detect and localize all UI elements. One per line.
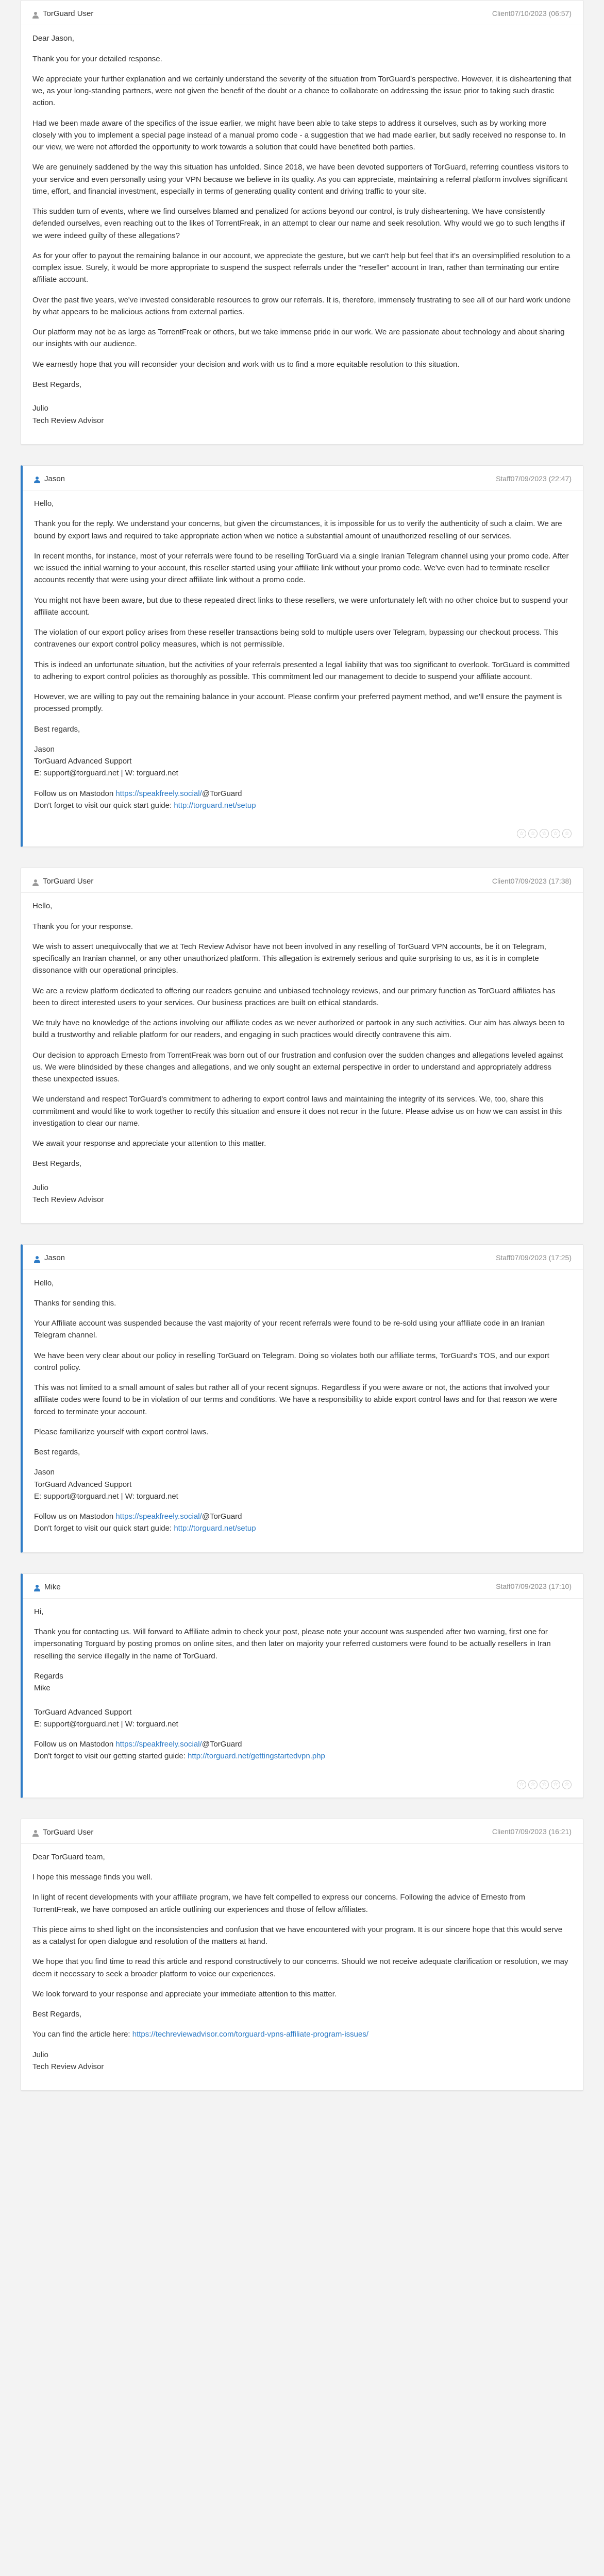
message-paragraph: We look forward to your response and appreciate your immediate attention to this matter. bbox=[32, 1989, 337, 1998]
ticket-message bbox=[21, 868, 583, 1224]
message-greeting: Hi, bbox=[34, 1607, 44, 1616]
message-author bbox=[32, 875, 93, 887]
message-meta bbox=[492, 876, 572, 887]
message-paragraph: Our platform may not be as large as TorrentFreak or others, but we take immense pride in our work. We are passionate about technology and about sharing our insights with our audience. bbox=[32, 328, 565, 349]
message-body bbox=[21, 1844, 583, 2090]
message-paragraph: Your Affiliate account was suspended because the vast majority of your recent referrals were found to be re-sold using your affiliate code in an Iranian Telegram channel. bbox=[34, 1319, 545, 1340]
signature-line: E: support@torguard.net | W: torguard.net bbox=[34, 1492, 178, 1501]
message-greeting: Dear TorGuard team, bbox=[32, 1852, 105, 1861]
star-icon[interactable]: ☆ bbox=[517, 829, 526, 838]
user-icon bbox=[34, 1255, 40, 1262]
rating-stars bbox=[23, 1780, 583, 1798]
author-role: Staff bbox=[496, 1582, 511, 1591]
user-icon bbox=[32, 1828, 39, 1836]
support-link[interactable]: https://speakfreely.social/ bbox=[115, 1740, 202, 1749]
signature-line: Tech Review Advisor bbox=[32, 1195, 104, 1204]
star-icon[interactable]: ☆ bbox=[540, 1780, 549, 1789]
message-paragraph: In light of recent developments with your affiliate program, we have felt compelled to express our concerns. Following the advice of Ernesto from TorrentFreak, we have composed an article outlining our experiences and those of fellow affiliates. bbox=[32, 1893, 526, 1914]
message-signature bbox=[34, 743, 572, 779]
support-link[interactable]: https://speakfreely.social/ bbox=[115, 789, 202, 798]
star-icon[interactable]: ☆ bbox=[562, 1780, 572, 1789]
message-date: 07/09/2023 (22:47) bbox=[510, 474, 572, 483]
author-role: Staff bbox=[496, 1253, 511, 1262]
message-date: 07/09/2023 (17:38) bbox=[510, 876, 572, 885]
message-signature bbox=[32, 1158, 572, 1206]
support-link-line bbox=[34, 1511, 572, 1522]
message-paragraph: We are genuinely saddened by the way this situation has unfolded. Since 2018, we have been devoted supporters of TorGuard, referring countless visitors to your service and even personally using your VPN because we believe in its quality. As you can appreciate, maintaining a referral platform involves significant time, effort, and financial investment, especially in terms of generating quality content and driving traffic to your site. bbox=[32, 163, 569, 196]
signature-line bbox=[32, 1170, 572, 1182]
star-icon[interactable]: ☆ bbox=[551, 1780, 560, 1789]
author-name: TorGuard User bbox=[43, 1827, 94, 1837]
support-link[interactable]: http://torguard.net/setup bbox=[174, 1524, 256, 1533]
support-link-prefix: Don't forget to visit our quick start guide: bbox=[34, 801, 174, 810]
support-link-suffix: @TorGuard bbox=[202, 789, 242, 798]
message-header bbox=[23, 1574, 583, 1599]
message-paragraph: We are a review platform dedicated to offering our readers genuine and unbiased technology reviews, and our primary function as TorGuard affiliates has been to direct interested users to your services. Our business practices are built on ethical standards. bbox=[32, 986, 556, 1007]
message-date: 07/09/2023 (17:10) bbox=[510, 1582, 572, 1591]
signature-line: TorGuard Advanced Support bbox=[34, 1480, 132, 1489]
message-body bbox=[23, 490, 583, 829]
message-paragraph: Thank you for contacting us. Will forward to Affiliate admin to check your post, please note your account was suspended after two warning, first one for impersonating Torguard by posting promos on online sites, and then later on majority your referred customers were found to be actually resellers in Iran reselling the service illegally in the name of TorGuard. bbox=[34, 1628, 551, 1660]
message-signature bbox=[34, 1466, 572, 1502]
message-paragraph: As for your offer to payout the remaining balance in our account, we appreciate the gesture, but we can't help but feel that it's an oversimplified resolution to a complex issue. Surely, it would be more appropriate to suspend the suspect referrals under the "reseller" account in Iran, rather than terminating our entire affiliate account. bbox=[32, 251, 571, 284]
message-date: 07/10/2023 (06:57) bbox=[510, 9, 572, 18]
message-meta bbox=[496, 1581, 572, 1592]
rating-stars bbox=[23, 829, 583, 846]
message-paragraph: This sudden turn of events, where we find ourselves blamed and penalized for actions beyond our control, is truly disheartening. We have consistently defended ourselves, even reaching out to the likes of TorrentFreak, in an attempt to clear our name and seek resolution. Why would we go to such lengths if we were indeed guilty of these allegations? bbox=[32, 207, 565, 240]
article-link-line bbox=[32, 2028, 572, 2040]
message-paragraph: Best regards, bbox=[34, 724, 80, 734]
message-header bbox=[21, 1819, 583, 1844]
message-body bbox=[23, 1599, 583, 1780]
signature-line: E: support@torguard.net | W: torguard.net bbox=[34, 1719, 178, 1728]
support-links bbox=[34, 1511, 572, 1535]
message-header bbox=[21, 1, 583, 25]
message-author bbox=[34, 1581, 61, 1593]
message-paragraph: This piece aims to shed light on the inconsistencies and confusion that we have encountered with your program. It is our sincere hope that this would serve as a catalyst for open dialogue and resolution of the matters at hand. bbox=[32, 1925, 563, 1946]
author-role: Client bbox=[492, 1827, 511, 1836]
message-paragraph: Our decision to approach Ernesto from TorrentFreak was born out of our frustration and confusion over the sudden changes and allegations leveled against us. We were blindsided by these changes and allegations, and we only sought an external perspective in order to understand and appropriately address these unexpected issues. bbox=[32, 1050, 563, 1083]
signature-line: Jason bbox=[34, 744, 55, 754]
author-role: Client bbox=[492, 9, 511, 18]
message-paragraph: We have been very clear about our policy in reselling TorGuard on Telegram. Doing so violates both our affiliate terms, TorGuard's TOS, and our export control policy. bbox=[34, 1351, 549, 1372]
message-greeting: Hello, bbox=[34, 1278, 54, 1287]
message-body bbox=[21, 893, 583, 1223]
message-paragraph: Thanks for sending this. bbox=[34, 1298, 116, 1308]
message-paragraph: We hope that you find time to read this article and respond constructively to our concerns. Should we not receive adequate clarification or resolution, we may deem it necessary to seek a broader platform to voice our experiences. bbox=[32, 1957, 568, 1978]
support-links bbox=[34, 788, 572, 812]
signature-line: E: support@torguard.net | W: torguard.net bbox=[34, 769, 178, 778]
message-author bbox=[34, 473, 65, 485]
message-author bbox=[34, 1252, 65, 1264]
support-link-prefix: Follow us on Mastodon bbox=[34, 1740, 116, 1749]
message-paragraph: However, we are willing to pay out the remaining balance in your account. Please confirm your preferred payment method, and we'll ensure the payment is processed promptly. bbox=[34, 692, 562, 714]
message-paragraph: Best regards, bbox=[34, 1448, 80, 1456]
message-paragraph: You might not have been aware, but due to these repeated direct links to these resellers, we were unfortunately left with no other choice but to suspend your affiliate account. bbox=[34, 596, 568, 617]
author-role: Client bbox=[492, 876, 511, 885]
user-icon bbox=[32, 878, 39, 885]
message-paragraph: The violation of our export policy arises from these reseller transactions being sold to multiple users over Telegram, bypassing our checkout process. This contravenes our export control policy measures, which is not permissible. bbox=[34, 628, 559, 649]
support-link-line bbox=[34, 800, 572, 811]
message-paragraph: Had we been made aware of the specifics of the issue earlier, we might have been able to take steps to address it ourselves, such as by working more closely with you to implement a special page instead of a manual promo code - a suggestion that we had made earlier, but sadly received no response to. In our view, we were not afforded the opportunity to work towards a solution that could have benefited both parties. bbox=[32, 118, 566, 151]
support-link[interactable]: http://torguard.net/gettingstartedvpn.php bbox=[188, 1752, 325, 1761]
message-greeting: Dear Jason, bbox=[32, 34, 74, 43]
support-links bbox=[34, 1738, 572, 1762]
message-paragraph: Best Regards, bbox=[32, 2010, 82, 2019]
support-link-line bbox=[34, 1750, 572, 1762]
message-paragraph: We appreciate your further explanation and we certainly understand the severity of the situation from TorGuard's perspective. However, it is disheartening that we, as your long-standing partners, were not given the benefit of the doubt or a chance to collaborate on addressing the issue prior to taking such drastic action. bbox=[32, 74, 572, 108]
message-greeting: Hello, bbox=[34, 499, 54, 508]
signature-line: Regards bbox=[34, 1671, 63, 1681]
support-link-line bbox=[34, 1738, 572, 1750]
user-icon bbox=[34, 475, 40, 482]
signature-line: Mike bbox=[34, 1684, 51, 1692]
message-paragraph: Please familiarize yourself with export control laws. bbox=[34, 1427, 209, 1436]
ticket-message bbox=[21, 1819, 583, 2091]
user-icon bbox=[34, 1583, 40, 1590]
support-link[interactable]: http://torguard.net/setup bbox=[174, 801, 256, 810]
author-name: TorGuard User bbox=[43, 9, 94, 18]
message-signature bbox=[34, 1670, 572, 1730]
support-link-prefix: Don't forget to visit our quick start guide: bbox=[34, 1524, 174, 1533]
message-meta bbox=[492, 1826, 572, 1838]
message-body bbox=[23, 1270, 583, 1552]
message-paragraph: This was not limited to a small amount of sales but rather all of your recent signups. Regardless if you were aware or not, the actions that involved your affiliate codes were found to be in violation of our terms and conditions. We have a responsibility to abide export control laws and for that reason we were forced to terminate your account. bbox=[34, 1383, 558, 1416]
message-paragraph: Thank you for your detailed response. bbox=[32, 54, 162, 63]
star-icon[interactable]: ☆ bbox=[517, 1780, 526, 1789]
ticket-message bbox=[21, 465, 583, 847]
message-meta bbox=[492, 8, 572, 20]
message-body bbox=[21, 25, 583, 444]
star-icon[interactable]: ☆ bbox=[528, 829, 538, 838]
ticket-message bbox=[21, 1573, 583, 1798]
signature-line: Julio bbox=[32, 1183, 48, 1192]
message-paragraph: Thank you for the reply. We understand your concerns, but given the circumstances, it is impossible for us to verify the authenticity of such a claim. We are bound by export laws and required to take appropriate action when we notice a substantial amount of unauthorized reselling of our services. bbox=[34, 519, 562, 540]
message-paragraph: I hope this message finds you well. bbox=[32, 1873, 153, 1882]
support-link[interactable]: https://speakfreely.social/ bbox=[115, 1512, 202, 1521]
article-link[interactable]: https://techreviewadvisor.com/torguard-vpns-affiliate-program-issues/ bbox=[132, 2030, 368, 2039]
star-icon[interactable]: ☆ bbox=[540, 829, 549, 838]
message-paragraph: We understand and respect TorGuard's commitment to adhering to export control laws and maintaining the integrity of its services. We, too, share this commitment and would like to work together to rectify this situation and ensure it does not recur in the future. Please advise us on how we can assist in this investigation to clear our name. bbox=[32, 1095, 562, 1128]
message-header bbox=[21, 868, 583, 893]
support-link-prefix: Follow us on Mastodon bbox=[34, 1512, 116, 1521]
support-link-suffix: @TorGuard bbox=[202, 1512, 242, 1521]
message-paragraph: We earnestly hope that you will reconsider your decision and work with us to find a more equitable resolution to this situation. bbox=[32, 360, 460, 369]
message-author bbox=[32, 1826, 93, 1838]
signature-line: Julio bbox=[32, 2050, 48, 2059]
message-paragraph: We await your response and appreciate your attention to this matter. bbox=[32, 1139, 266, 1148]
user-icon bbox=[32, 10, 39, 18]
author-name: Jason bbox=[44, 474, 65, 483]
ticket-message bbox=[21, 0, 583, 445]
author-role: Staff bbox=[496, 474, 511, 483]
message-header bbox=[23, 466, 583, 490]
signature-line: TorGuard Advanced Support bbox=[34, 1707, 132, 1717]
article-link-prefix: You can find the article here: bbox=[32, 2030, 132, 2039]
star-icon[interactable]: ☆ bbox=[551, 829, 560, 838]
signature-line: Best Regards, bbox=[32, 1159, 82, 1168]
message-paragraph: In recent months, for instance, most of your referrals were found to be reselling TorGuard via a single Iranian Telegram channel using your promo code. After we issued the initial warning to your account, this reseller started using your affiliate link without your promo code. We've even had to terminate reseller accounts recently that were using your direct affiliate link without a promo code. bbox=[34, 551, 569, 585]
message-paragraph: We wish to assert unequivocally that we at Tech Review Advisor have not been involved in any reselling of TorGuard VPN accounts, be it on Telegram, specifically an Iranian channel, or any other unauthorized platform. This allegation is extremely serious and quite surprising to us, as it is in complete dissonance with our operational principles. bbox=[32, 942, 546, 975]
star-icon[interactable]: ☆ bbox=[562, 829, 572, 838]
message-greeting: Hello, bbox=[32, 902, 53, 911]
support-link-prefix: Follow us on Mastodon bbox=[34, 789, 116, 798]
support-link-line bbox=[34, 788, 572, 800]
signature-line: Jason bbox=[34, 1468, 55, 1477]
support-link-prefix: Don't forget to visit our getting started guide: bbox=[34, 1752, 188, 1761]
message-author bbox=[32, 8, 93, 20]
signature-line: Julio bbox=[32, 404, 48, 413]
signature-line: TorGuard Advanced Support bbox=[34, 757, 132, 766]
message-paragraph: Over the past five years, we've invested considerable resources to grow our referrals. It is, therefore, immensely frustrating to see all of our hard work undone by what appears to be malicious actions from external parties. bbox=[32, 295, 571, 316]
message-meta bbox=[496, 473, 572, 485]
support-link-line bbox=[34, 1522, 572, 1534]
signature-line bbox=[34, 1694, 572, 1706]
message-paragraph: This is indeed an unfortunate situation, but the activities of your referrals presented a legal liability that was too significant to overlook. TorGuard is committed to adhering to export control policies as thoroughly as possible. This commitment led our management to decide to suspend your affiliate account. bbox=[34, 660, 570, 681]
support-link-suffix: @TorGuard bbox=[202, 1740, 242, 1749]
signature-line: Best Regards, bbox=[32, 380, 82, 389]
message-signature bbox=[32, 2049, 572, 2073]
message-header bbox=[23, 1245, 583, 1269]
message-paragraph: We truly have no knowledge of the actions involving our affiliate codes as we never authorized or partook in any such activities. Our aim has always been to build a trustworthy and reliable platform for our readers, and engaging in such practices would directly contravene this aim. bbox=[32, 1019, 565, 1040]
signature-line bbox=[32, 391, 572, 402]
author-name: TorGuard User bbox=[43, 877, 94, 886]
message-meta bbox=[496, 1252, 572, 1264]
author-name: Mike bbox=[44, 1582, 61, 1591]
signature-line: Tech Review Advisor bbox=[32, 2062, 104, 2071]
message-date: 07/09/2023 (17:25) bbox=[510, 1253, 572, 1262]
message-paragraph: Thank you for your response. bbox=[32, 922, 133, 931]
message-signature bbox=[32, 379, 572, 427]
message-date: 07/09/2023 (16:21) bbox=[510, 1827, 572, 1836]
ticket-message bbox=[21, 1244, 583, 1552]
signature-line: Tech Review Advisor bbox=[32, 416, 104, 425]
star-icon[interactable]: ☆ bbox=[528, 1780, 538, 1789]
author-name: Jason bbox=[44, 1253, 65, 1263]
